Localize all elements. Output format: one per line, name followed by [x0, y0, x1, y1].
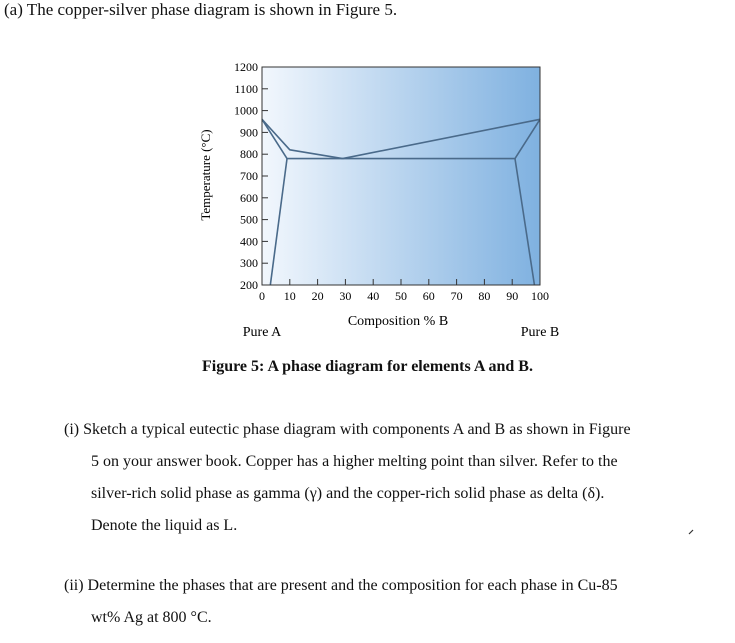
y-tick-label: 500 [240, 212, 258, 227]
question-number: (i) [64, 421, 80, 438]
question-line: wt% Ag at 800 °C. [91, 609, 212, 626]
x-tick-label: 10 [283, 289, 296, 303]
plot-area [262, 67, 540, 285]
x-tick-labels [259, 289, 549, 303]
y-tick-label: 700 [240, 169, 258, 183]
question-text: Sketch a typical eutectic phase diagram with components A and B as shown in Figure [83, 421, 631, 438]
x-tick-label: 0 [259, 289, 265, 303]
pure-b-label: Pure B [520, 325, 560, 340]
figure-caption: Figure 5: A phase diagram for elements A and B. [202, 358, 533, 375]
x-tick-label: 100 [531, 289, 549, 303]
x-tick-label: 80 [478, 289, 491, 303]
x-tick-label: 40 [367, 289, 380, 303]
x-tick-label: 30 [339, 289, 352, 303]
y-axis-label: Temperature (°C) [198, 129, 213, 221]
y-tick-label: 400 [240, 234, 258, 249]
x-axis-label: Composition % B [347, 314, 449, 329]
y-tick-label: 1200 [234, 60, 258, 74]
x-tick-label: 50 [395, 289, 407, 303]
question-i [64, 414, 706, 542]
x-tick-label: 90 [506, 289, 519, 303]
page-heading: (a) The copper-silver phase diagram is shown in Figure 5. [4, 0, 398, 19]
question-ii [64, 570, 706, 634]
y-tick-label: 600 [240, 190, 258, 205]
question-line: silver-rich solid phase as gamma (γ) and the copper-rich solid phase as delta (δ). [91, 485, 605, 502]
y-tick-label: 1100 [234, 81, 258, 96]
question-line: Denote the liquid as L. [91, 517, 238, 534]
pure-a-label: Pure A [242, 325, 282, 340]
pen-mark [688, 529, 694, 535]
y-tick-labels [234, 60, 258, 292]
x-tick-label: 70 [450, 289, 463, 303]
x-tick-label: 60 [422, 289, 435, 303]
x-tick-label: 20 [311, 289, 324, 303]
y-tick-label: 1000 [234, 103, 258, 118]
question-line: 5 on your answer book. Copper has a higher melting point than silver. Refer to the [91, 453, 618, 470]
y-tick-label: 900 [240, 125, 258, 140]
question-text: Determine the phases that are present and the composition for each phase in Cu-85 [87, 577, 618, 594]
question-number: (ii) [64, 577, 84, 594]
y-tick-label: 200 [240, 278, 258, 292]
y-tick-label: 300 [240, 256, 258, 271]
y-tick-label: 800 [240, 147, 258, 162]
